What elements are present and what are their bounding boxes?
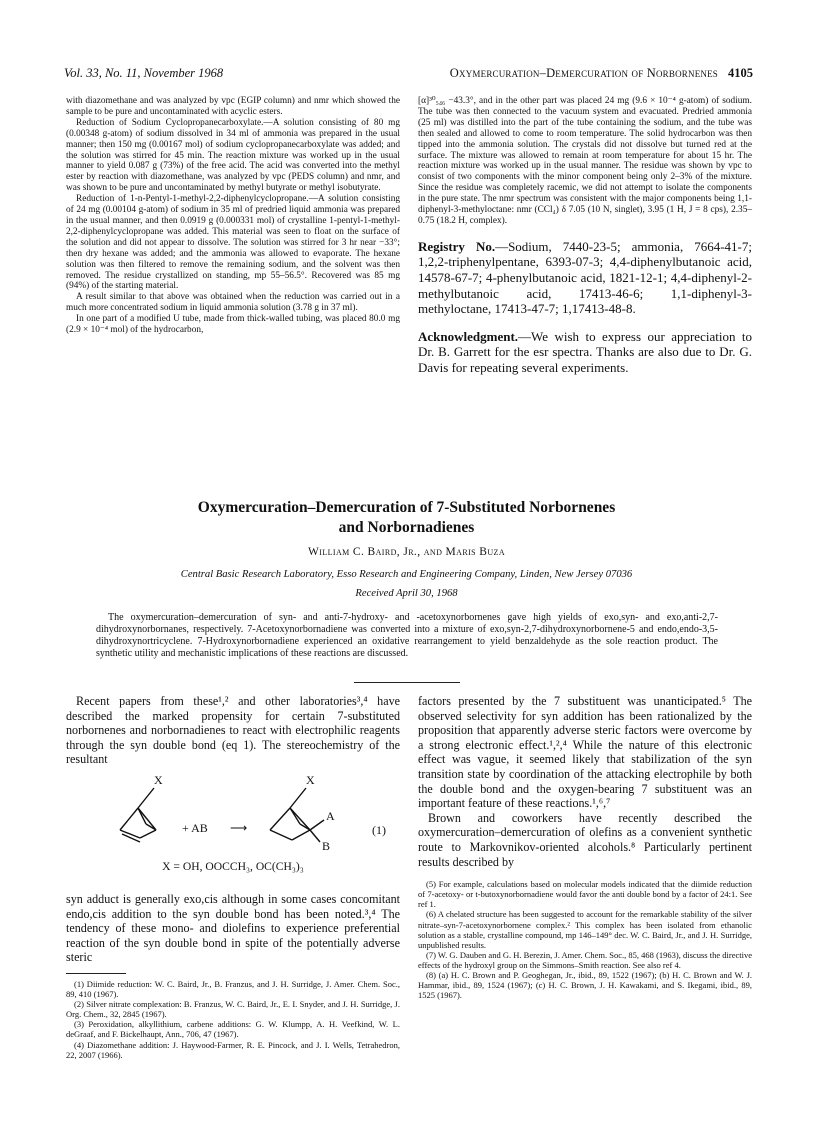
registry-numbers: [418, 239, 752, 317]
footnote: (3) Peroxidation, alkyllithium, carbene additions: G. W. Klumpp, A. H. Veefkind, W. L. deGraaf, and F. Bickelhaupt, Ann., 706, 47 (1967).: [66, 1019, 400, 1040]
article-right-column: [418, 694, 752, 1000]
paragraph: Reduction of 1-n-Pentyl-1-methyl-2,2-diphenylcyclopropane.—A solution consisting of 24 mg (0.00104 g-atom) of sodium in 35 ml of predried liquid ammonia was prepared in the usual manner, and then 0.0919 g (0.000331 mol) of crystalline 1-pentyl-1-methyl-2,2-diphenylcyclopropane was added. This material was seen to float on the surface of the solution and did not appear to dissolve. The solution was stirred for 3 hr near −33°; then dry hexane was added; and the ammonia was allowed to evaporate. The hexane solution was then filtered to remove the remaining sodium, and the solvent was then removed. The residue crystallized on standing, mp 55–56.5°. Recovered was 85 mg (94%) of the starting material.: [66, 194, 400, 292]
footnote: (2) Silver nitrate complexation: B. Franzus, W. C. Baird, Jr., E. I. Snyder, and J. H. Surridge, J. Org. Chem., 32, 2845 (1967).: [66, 999, 400, 1020]
article-title-line: Oxymercuration–Demercuration of 7-Substituted Norbornenes: [197, 499, 616, 516]
article-affiliation: Central Basic Research Laboratory, Esso Research and Engineering Company, Linden, New Jersey 07036: [180, 569, 633, 580]
footnotes-right: [418, 879, 752, 1000]
article-title-line: and Norbornadienes: [338, 519, 475, 536]
x-substituent-label: X: [306, 773, 315, 787]
article-authors: William C. Baird, Jr., and Maris Buza: [308, 546, 505, 558]
acknowledgment: [418, 329, 752, 376]
acknowledgment-heading: Acknowledgment.: [418, 328, 519, 344]
equation-number: (1): [372, 823, 386, 837]
journal-volume: Vol. 33, No. 11, November 1968: [64, 66, 224, 80]
abstract-text: The oxymercuration–demercuration of syn- and anti-7-hydroxy- and -acetoxynorbornenes gave high yields of exo,syn- and exo,anti-2,7-dihydroxynorbornanes, respectively. 7-Acetoxynorbornadiene was converted into a mixture of exo,syn-2,7-dihydroxynorbornene-5 and endo,endo-3,5-dihydroxynortricyclene. 7-Hydroxynorbornadiene experienced an oxidative rearrangement to yield benzaldehyde as the sole reaction product. The synthetic utility and mechanistic implications of these reactions are discussed.: [96, 612, 718, 659]
received-date: Received April 30, 1968: [355, 588, 458, 599]
paragraph: [α]³⁰₅₄₆ −43.3°, and in the other part was placed 24 mg (9.6 × 10⁻⁴ g-atom) of sodium. The tube was then connected to the vacuum system and evacuated. Predried ammonia (25 ml) was distilled into the part of the tube containing the sodium, and the tube was then sealed and allowed to come to room temperature. The solid hydrocarbon was then tipped into the ammonia solution. The crystals did not dissolve but turned red at the surface. The mixture was allowed to remain at room temperature for about 15 hr. The reaction mixture was worked up in the usual manner. The residue was shown by vpc to consist of two components with the minor component being only 2–3% of the mixture. Since the residue was completely racemic, we did not attempt to isolate the components in the pure state. The nmr spectrum was consistent with the major components being 1,1-diphenyl-3-methyloctane: nmr (CCl₄) δ 7.05 (10 N, singlet), 3.95 (1 H, J = 8 cps), 2.35–0.75 (18.2 H, complex).: [418, 96, 752, 226]
footnote: (1) Diimide reduction: W. C. Baird, Jr., B. Franzus, and J. H. Surridge, J. Amer. Chem. Soc., 89, 410 (1967).: [66, 978, 400, 1000]
footnote: (4) Diazomethane addition: J. Haywood-Farmer, R. E. Pincock, and J. I. Wells, Tetrahedron, 22, 2007 (1966).: [66, 1039, 400, 1060]
paragraph: Brown and coworkers have recently described the oxymercuration–demercuration of olefins as a convenient synthetic route to Markovnikov-oriented alcohols.⁸ Particularly pertinent results described by: [418, 810, 752, 869]
reaction-arrow: ⟶: [230, 821, 248, 835]
reaction-scheme: [110, 758, 410, 868]
registry-text: —Sodium, 7440-23-5; ammonia, 7664-41-7; 1,2,2-triphenylpentane, 6393-07-3; 4,4-diphenylbutanoic acid, 14578-67-7; 4-phenylbutanoic acid, 1821-12-1; 4,4-diphenyl-2-methylbutanoic acid, 17413-46-6; 1,1-diphenyl-3-methyloctane, 17413-47-7; 1,17413-48-8.: [418, 238, 752, 317]
footnote: (5) For example, calculations based on molecular models indicated that the diimide reduction of 7-acetoxy- or t-butoxynorbornadiene would favor the anti double bond by a factor of 24:1. See ref 1.: [418, 879, 752, 910]
paragraph: syn adduct is generally exo,cis although in some cases concomitant endo,cis addition to the syn double bond has been noted.³,⁴ The tendency of these mono- and diolefins to experience preferential reaction of the syn double bond in spite of the potentially adverse steric: [66, 892, 400, 965]
section-divider: [354, 682, 460, 683]
paragraph: with diazomethane and was analyzed by vpc (EGIP column) and nmr which showed the sample to be pure and uncontaminated with acyclic esters.: [66, 96, 400, 117]
paragraph: A result similar to that above was obtained when the reduction was carried out in a much more concentrated sodium in liquid ammonia solution (3.78 g in 37 ml).: [66, 292, 400, 314]
reagent-label: + AB: [182, 821, 208, 835]
paragraph: Reduction of Sodium Cyclopropanecarboxylate.—A solution consisting of 80 mg (0.00348 g-atom) of sodium dissolved in 34 ml of ammonia was prepared in the usual manner; then 150 mg (0.00167 mol) of sodium cyclopropanecarboxylate was added; and the solution was stirred for 45 min. The reaction mixture was worked up in the usual manner to yield 0.087 g (73%) of the free acid. The acid was converted into the methyl ester by reaction with diazomethane, was analyzed by vpc (PEDS column) and nmr, and was shown to be pure and uncontaminated by methyl butyrate or methyl isobutyrate.: [66, 117, 400, 194]
paragraph: factors presented by the 7 substituent was unanticipated.⁵ The observed selectivity for syn addition has been rationalized by the proposition that apparently adverse steric factors were overcome by a strong electronic effect.¹,²,⁴ While the nature of this electronic effect was vague, it seemed likely that stabilization of the syn transition state by coordination of the attacking electrophile by both the double bond and the oxygen-bearing 7 substituent was an important feature of these reactions.¹,⁶,⁷: [418, 694, 752, 811]
a-substituent-label: A: [326, 809, 335, 823]
page-number: 4105: [728, 66, 753, 80]
reactant-structure: [120, 788, 156, 842]
paragraph: Recent papers from these¹,² and other laboratories³,⁴ have described the marked propensity for certain 7-substituted norbornenes and norbornadienes to react with electrophilic reagents through the syn double bond (eq 1). The stereochemistry of the resultant: [66, 694, 400, 767]
footnotes-left: [66, 979, 400, 1060]
article-title: [60, 498, 753, 538]
paragraph: In one part of a modified U tube, made from thick-walled tubing, was placed 80.0 mg (2.9 × 10⁻⁴ mol) of the hydrocarbon,: [66, 314, 400, 336]
acknowledgment-text: —We wish to express our appreciation to Dr. B. Garrett for the esr spectra. Thanks are also due to Dr. G. Davis for repeating several experiments.: [418, 328, 752, 376]
footnote-divider: [66, 973, 126, 974]
footnote: (7) W. G. Dauben and G. H. Berezin, J. Amer. Chem. Soc., 85, 468 (1963), discuss the directive effects of the hydroxyl group on the Simmons–Smith reaction. See also ref 4.: [418, 949, 752, 970]
product-structure: [270, 788, 324, 842]
footnote: (8) (a) H. C. Brown and P. Geoghegan, Jr., ibid., 89, 1522 (1967); (b) H. C. Brown and W. J. Hammar, ibid., 89, 1524 (1967); (c) H. C. Brown, J. H. Kawakami, and S. Ikegami, ibid., 89, 1525 (1967).: [418, 969, 752, 1001]
running-head: [64, 66, 753, 84]
article-left-column: [66, 694, 400, 767]
previous-article-left-column: [66, 96, 400, 336]
running-title: Oxymercuration–Demercuration of Norbornenes: [449, 66, 718, 80]
footnote: (6) A chelated structure has been suggested to account for the remarkable stability of the silver nitrate–syn-7-acetoxynorbornene complex.² This complex has been isolated from ethanolic solution as a stable, crystalline compound, mp 146–149° dec. W. C. Baird, Jr., and J. H. Surridge, unpublished results.: [418, 909, 752, 950]
b-substituent-label: B: [322, 839, 331, 853]
article-abstract: [96, 612, 718, 660]
substituent-definition: X = OH, OOCCH₃, OC(CH₃)₃: [162, 860, 304, 873]
article-left-column-continued: [66, 892, 400, 1060]
previous-article-right-column: [418, 96, 752, 376]
registry-heading: Registry No.: [418, 238, 496, 254]
x-substituent-label: X: [154, 773, 163, 787]
